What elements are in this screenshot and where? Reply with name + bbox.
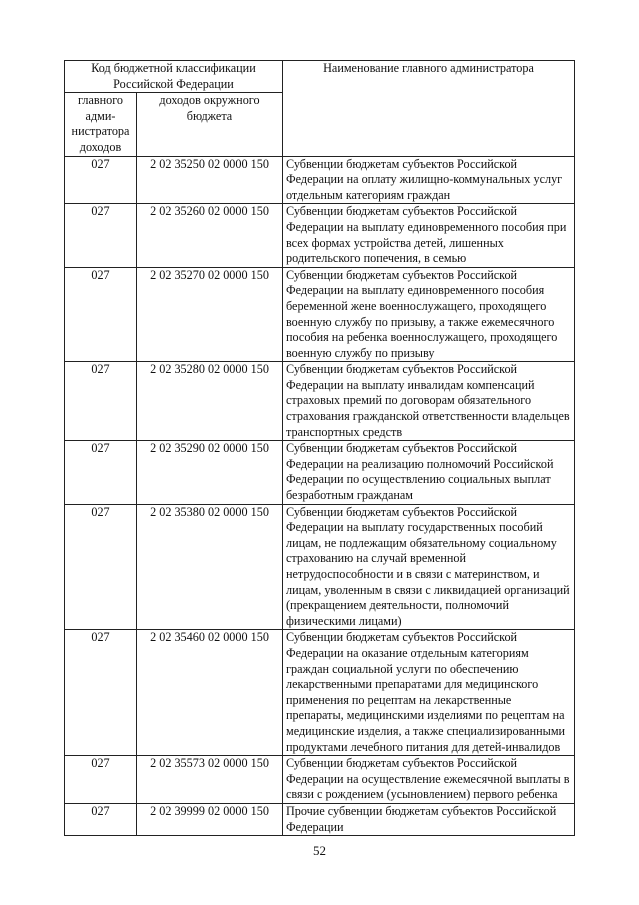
row-admin-code: 027 — [65, 756, 137, 804]
row-admin-code: 027 — [65, 204, 137, 267]
table-row — [65, 267, 575, 362]
row-administrator-name: Субвенции бюджетам субъектов Российской Федерации на оказание отдельным категориям граждан социальной услуги по обеспечению лекарственными препаратами для медицинского применения по рецептам на лекарственные препараты, медицинскими изделиями по рецептам на медицинские изделия, а также специализированными продуктами лечебного питания для детей-инвалидов — [283, 630, 575, 756]
header-col-code: доходов окружного бюджета — [137, 93, 283, 156]
header-col-admin: главного адми-нистратора доходов — [65, 93, 137, 156]
header-col-name: Наименование главного администратора — [283, 61, 575, 157]
row-administrator-name: Субвенции бюджетам субъектов Российской Федерации на оплату жилищно-коммунальных услуг отдельным категориям граждан — [283, 156, 575, 204]
table-row — [65, 630, 575, 756]
table-row — [65, 441, 575, 504]
row-admin-code: 027 — [65, 156, 137, 204]
row-admin-code: 027 — [65, 504, 137, 630]
row-admin-code: 027 — [65, 630, 137, 756]
table-header — [65, 61, 575, 157]
row-administrator-name: Прочие субвенции бюджетам субъектов Российской Федерации — [283, 803, 575, 835]
row-admin-code: 027 — [65, 362, 137, 441]
header-group-label: Код бюджетной классификации Российской Федерации — [65, 61, 283, 93]
row-administrator-name: Субвенции бюджетам субъектов Российской Федерации на осуществление ежемесячной выплаты в связи с рождением (усыновлением) первого ребенка — [283, 756, 575, 804]
row-revenue-code: 2 02 35260 02 0000 150 — [137, 204, 283, 267]
row-administrator-name: Субвенции бюджетам субъектов Российской Федерации на выплату единовременного пособия при всех формах устройства детей, лишенных родительского попечения, в семью — [283, 204, 575, 267]
table-row — [65, 204, 575, 267]
row-revenue-code: 2 02 35280 02 0000 150 — [137, 362, 283, 441]
page-number: 52 — [313, 843, 326, 858]
table-row — [65, 803, 575, 835]
table-body — [65, 156, 575, 836]
row-admin-code: 027 — [65, 267, 137, 362]
row-administrator-name: Субвенции бюджетам субъектов Российской Федерации на реализацию полномочий Российской Федерации по осуществлению социальных выплат безработным гражданам — [283, 441, 575, 504]
table-row — [65, 156, 575, 204]
row-administrator-name: Субвенции бюджетам субъектов Российской Федерации на выплату инвалидам компенсаций страховых премий по договорам обязательного страхования гражданской ответственности владельцев транспортных средств — [283, 362, 575, 441]
row-revenue-code: 2 02 35290 02 0000 150 — [137, 441, 283, 504]
row-revenue-code: 2 02 35270 02 0000 150 — [137, 267, 283, 362]
row-administrator-name: Субвенции бюджетам субъектов Российской Федерации на выплату единовременного пособия беременной жене военнослужащего, проходящего военную службу по призыву, а также ежемесячного пособия на ребенка военнослужащего, проходящего военную службу по призыву — [283, 267, 575, 362]
row-revenue-code: 2 02 39999 02 0000 150 — [137, 803, 283, 835]
row-admin-code: 027 — [65, 441, 137, 504]
row-revenue-code: 2 02 35380 02 0000 150 — [137, 504, 283, 630]
table-row — [65, 504, 575, 630]
row-admin-code: 027 — [65, 803, 137, 835]
row-administrator-name: Субвенции бюджетам субъектов Российской Федерации на выплату государственных пособий лицам, не подлежащим обязательному социальному страхованию на случай временной нетрудоспособности и в связи с материнством, и лицам, уволенным в связи с ликвидацией организаций (прекращением деятельности, полномочий физическими лицами) — [283, 504, 575, 630]
table-row — [65, 362, 575, 441]
row-revenue-code: 2 02 35460 02 0000 150 — [137, 630, 283, 756]
row-revenue-code: 2 02 35573 02 0000 150 — [137, 756, 283, 804]
table-row — [65, 756, 575, 804]
row-revenue-code: 2 02 35250 02 0000 150 — [137, 156, 283, 204]
budget-classification-table — [64, 60, 575, 836]
